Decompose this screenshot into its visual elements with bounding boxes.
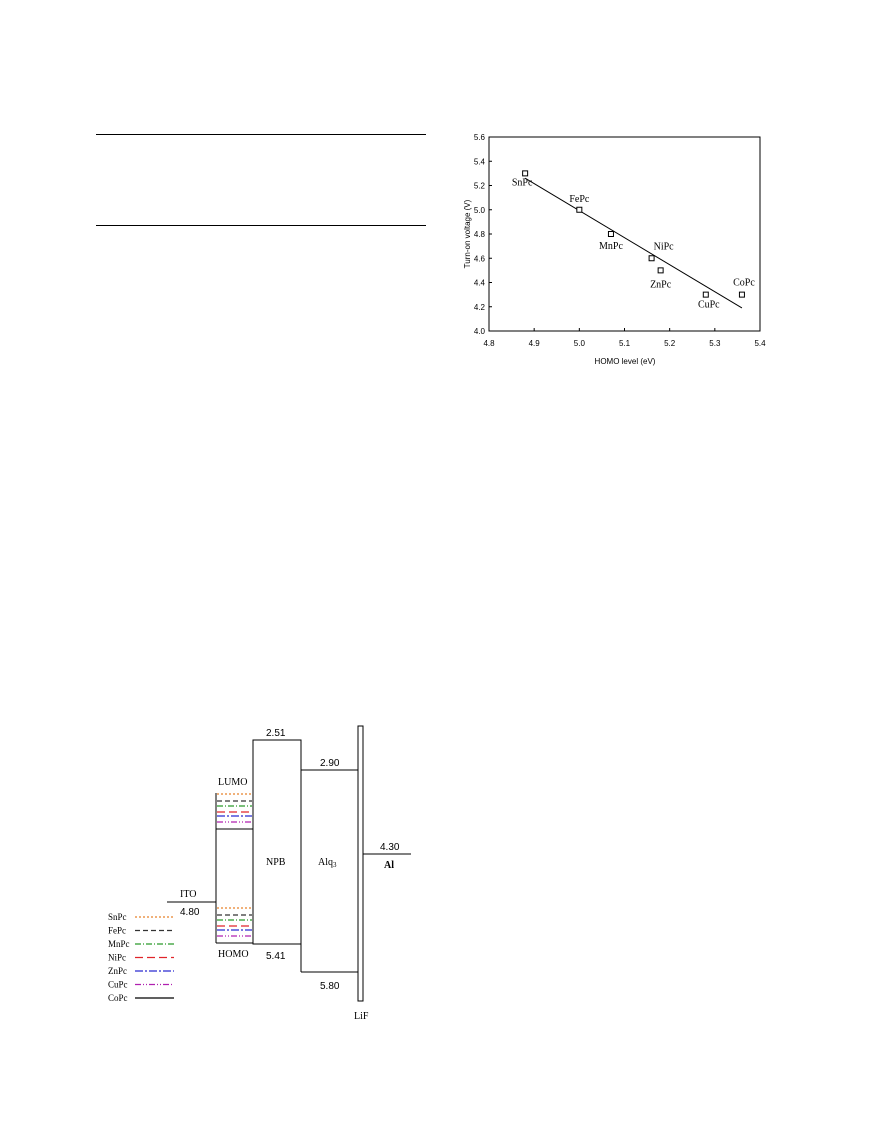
data-point-label: CoPc	[733, 277, 755, 289]
legend-label-znpc: ZnPc	[108, 966, 127, 976]
y-axis-label: Turn-on voltage (V)	[463, 199, 472, 269]
ito-label: ITO	[180, 889, 197, 900]
npb-homo-value: 5.41	[266, 951, 286, 962]
x-axis-label: HOMO level (eV)	[594, 357, 656, 366]
x-tick-label: 4.9	[528, 339, 540, 348]
al-value: 4.30	[380, 842, 400, 853]
legend-label-cupc: CuPc	[108, 979, 128, 990]
data-point-label: MnPc	[598, 241, 623, 252]
data-point-label: SnPc	[511, 177, 533, 189]
legend-label-snpc: SnPc	[108, 912, 127, 922]
legend-label-copc: CoPc	[108, 993, 128, 1003]
npb-label: NPB	[266, 857, 286, 868]
al-label: Al	[384, 860, 394, 871]
x-tick-label: 5.2	[664, 339, 676, 348]
y-tick-label: 5.6	[473, 133, 485, 142]
x-tick-label: 5.1	[618, 339, 631, 348]
y-tick-label: 4.8	[473, 230, 485, 239]
y-tick-label: 4.4	[473, 278, 485, 288]
y-tick-label: 4.0	[473, 327, 485, 336]
lif-layer-bar	[358, 726, 363, 1001]
legend-label-fepc: FePc	[108, 925, 126, 936]
data-point-label: ZnPc	[650, 279, 672, 291]
pc-legend	[108, 912, 174, 1003]
y-tick-label: 5.2	[473, 181, 485, 191]
homo-label: HOMO	[218, 949, 249, 960]
data-point-label: CuPc	[697, 299, 720, 311]
x-tick-label: 4.8	[483, 339, 495, 348]
pc-lumo-levels	[217, 794, 252, 822]
y-tick-label: 4.6	[473, 254, 485, 264]
x-tick-label: 5.4	[754, 339, 766, 348]
alq-homo-value: 5.80	[320, 981, 340, 992]
x-tick-label: 5.0	[573, 339, 585, 348]
y-tick-label: 5.4	[473, 157, 485, 167]
alq-label: Alq$_3$	[318, 857, 337, 869]
lumo-label: LUMO	[218, 777, 248, 788]
ito-value: 4.80	[180, 907, 200, 918]
data-point-label: NiPc	[653, 241, 674, 253]
x-tick-label: 5.3	[709, 339, 721, 348]
lif-label: LiF	[354, 1011, 369, 1022]
legend-label-nipc: NiPc	[108, 952, 126, 963]
legend-label-mnpc: MnPc	[108, 939, 130, 949]
pc-homo-levels	[217, 908, 252, 936]
y-tick-label: 5.0	[473, 205, 485, 215]
data-point-label: FePc	[569, 193, 590, 205]
y-tick-label: 4.2	[473, 302, 485, 312]
npb-lumo-value: 2.51	[266, 728, 286, 739]
npb-layer-box	[253, 740, 301, 944]
alq-lumo-value: 2.90	[320, 758, 340, 769]
